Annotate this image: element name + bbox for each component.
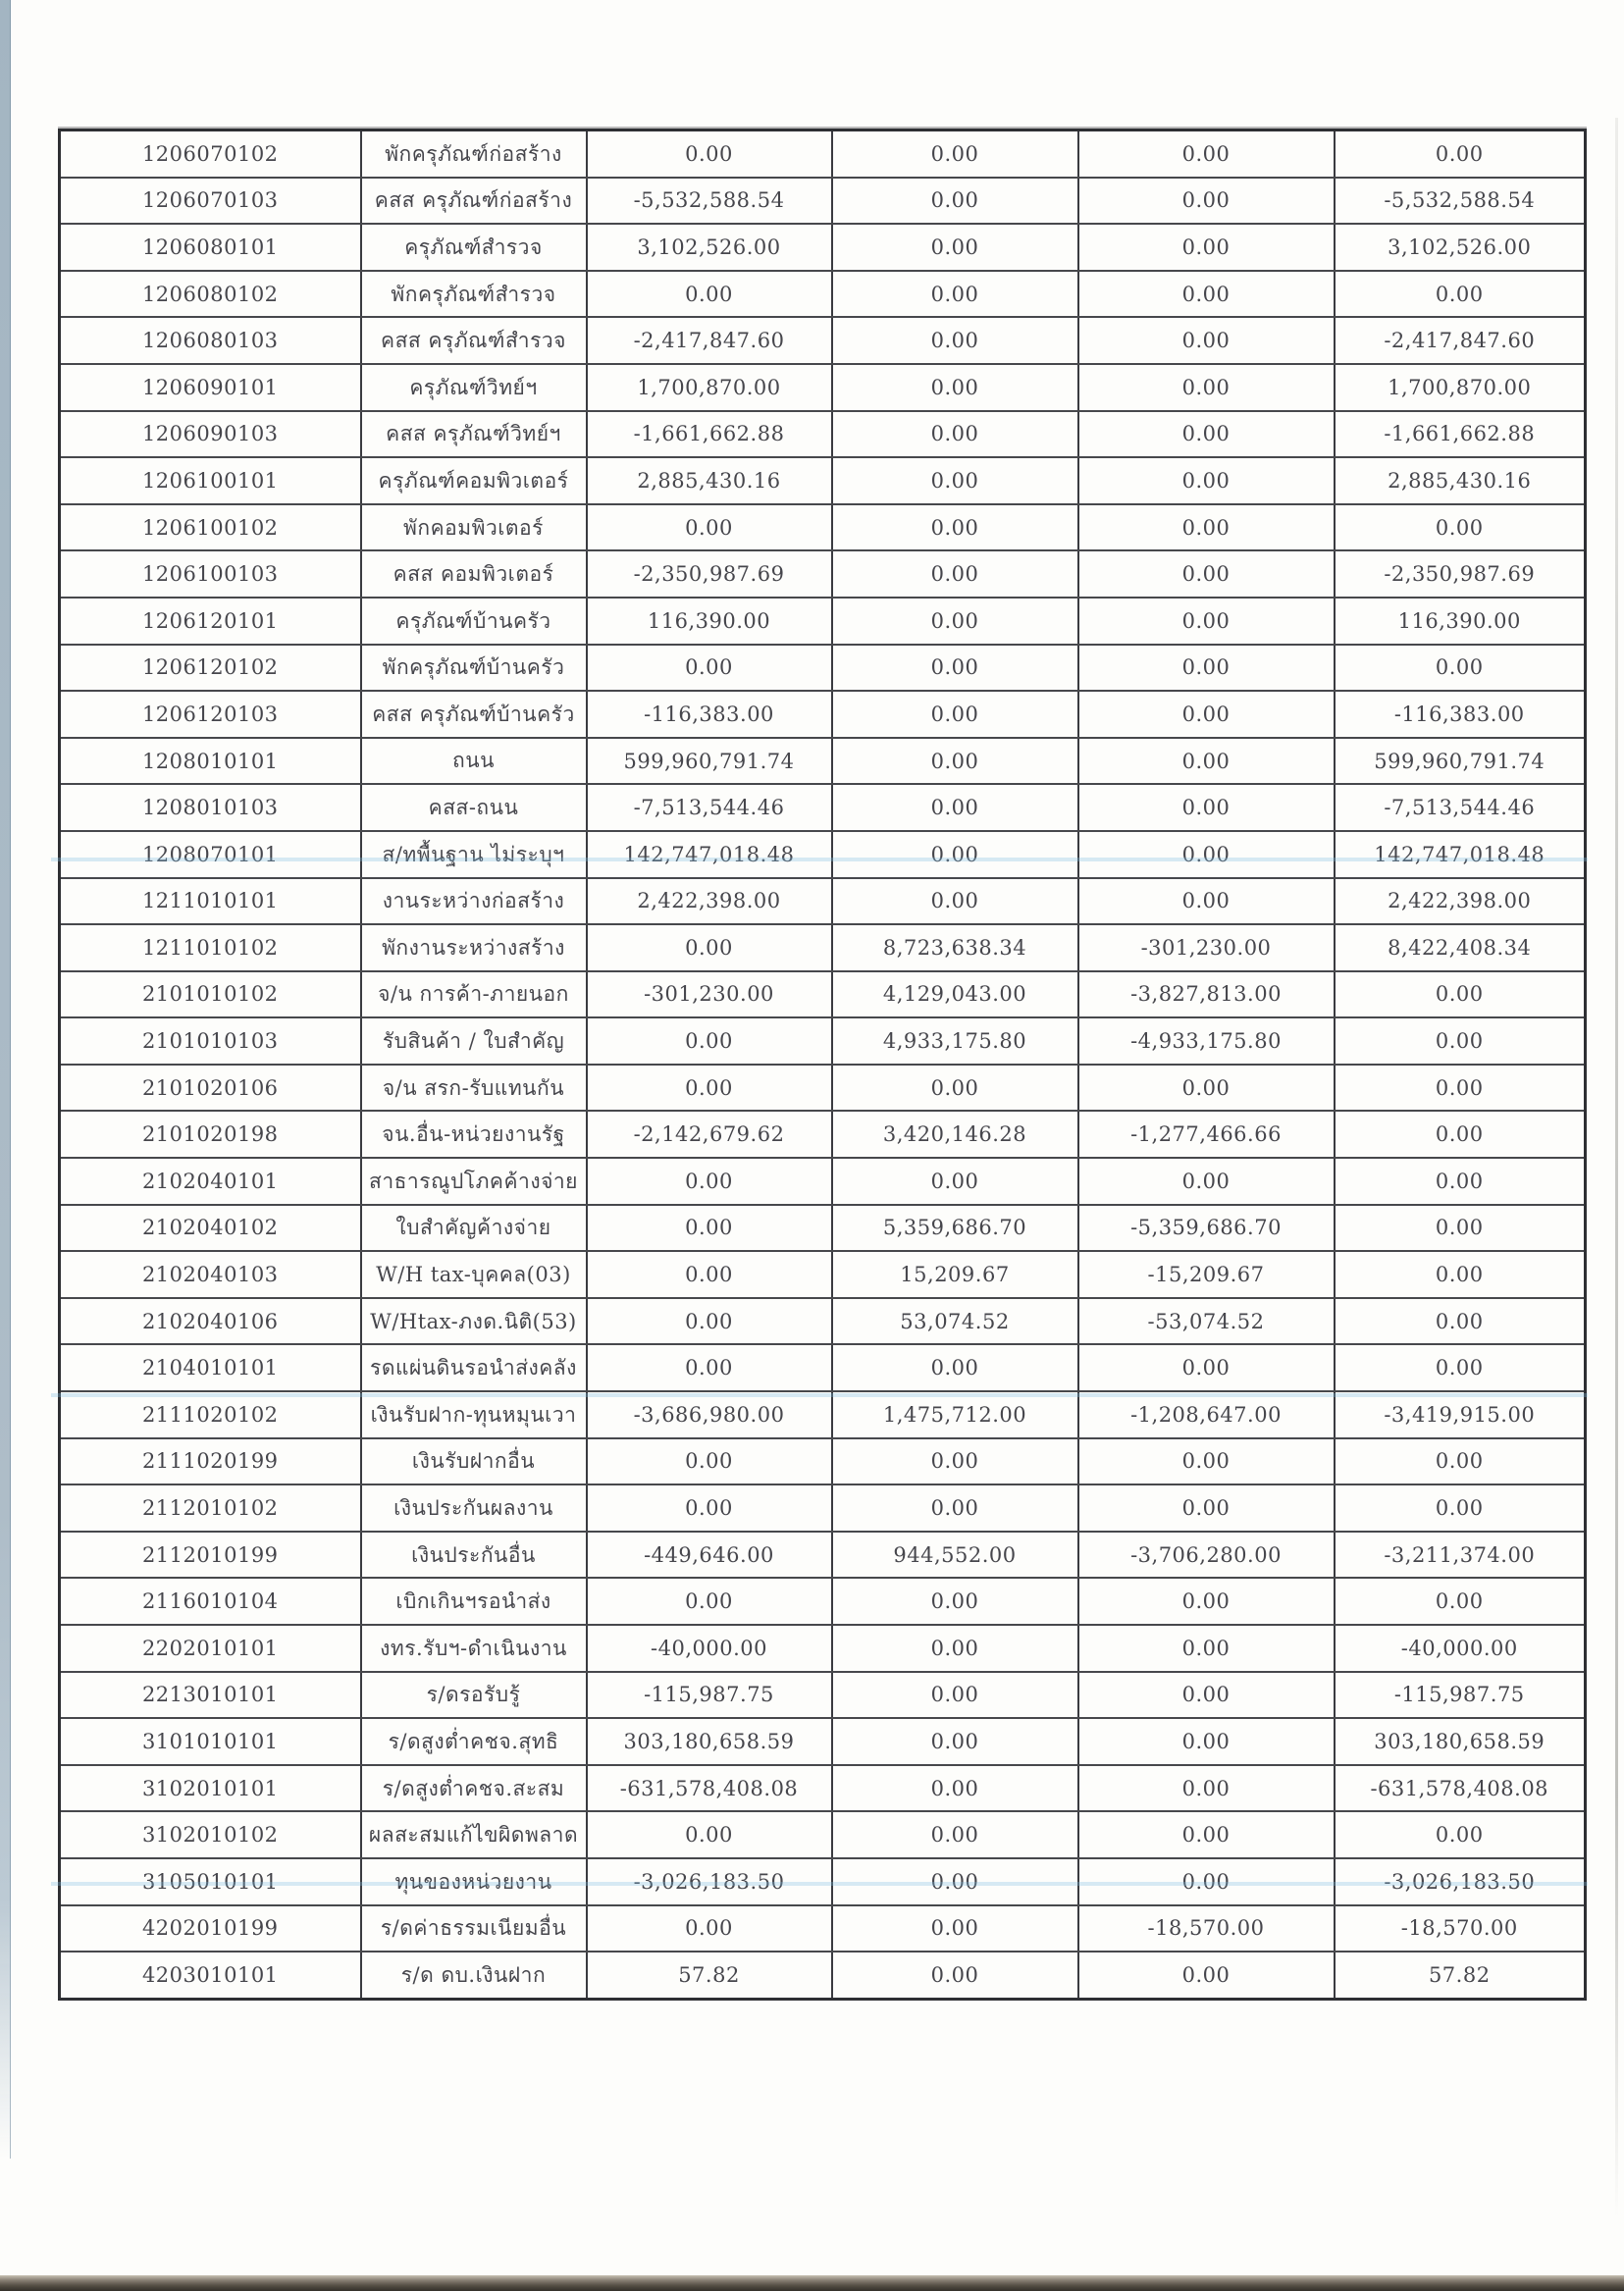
- amount-cell: -301,230.00: [587, 971, 832, 1018]
- amount-cell: -631,578,408.08: [1335, 1765, 1586, 1812]
- amount-cell: 0.00: [587, 1484, 832, 1532]
- amount-cell: 57.82: [1335, 1952, 1586, 1999]
- amount-cell: -18,570.00: [1078, 1905, 1335, 1953]
- account-code-cell: 3102010101: [60, 1765, 361, 1812]
- amount-cell: 0.00: [1078, 1438, 1335, 1485]
- amount-cell: 0.00: [1335, 1251, 1586, 1298]
- amount-cell: 0.00: [1078, 878, 1335, 925]
- account-name-cell: ใบสำคัญค้างจ่าย: [361, 1205, 587, 1252]
- table-row: [60, 457, 1586, 504]
- table-row: [60, 878, 1586, 925]
- table-row: [60, 1672, 1586, 1719]
- account-code-cell: 2111020102: [60, 1391, 361, 1438]
- amount-cell: 0.00: [832, 1718, 1078, 1765]
- table-row: [60, 924, 1586, 971]
- amount-cell: 0.00: [832, 1344, 1078, 1391]
- account-name-cell: ร/ดสูงต่ำคชจ.สะสม: [361, 1765, 587, 1812]
- account-code-cell: 1206120102: [60, 645, 361, 692]
- amount-cell: 0.00: [587, 1065, 832, 1112]
- table-row: [60, 1765, 1586, 1812]
- amount-cell: 0.00: [1078, 1158, 1335, 1205]
- table-row: [60, 130, 1586, 178]
- amount-cell: 142,747,018.48: [587, 831, 832, 878]
- amount-cell: 5,359,686.70: [832, 1205, 1078, 1252]
- amount-cell: 0.00: [1335, 130, 1586, 178]
- account-code-cell: 2101020106: [60, 1065, 361, 1112]
- amount-cell: 0.00: [587, 1811, 832, 1858]
- account-code-cell: 1208070101: [60, 831, 361, 878]
- account-code-cell: 1211010101: [60, 878, 361, 925]
- amount-cell: 0.00: [832, 457, 1078, 504]
- table-row: [60, 317, 1586, 364]
- table-row: [60, 1065, 1586, 1112]
- amount-cell: 0.00: [1078, 271, 1335, 318]
- amount-cell: 2,422,398.00: [587, 878, 832, 925]
- amount-cell: 3,102,526.00: [1335, 224, 1586, 271]
- table-row: [60, 411, 1586, 458]
- account-code-cell: 1206090101: [60, 364, 361, 411]
- table-row: [60, 1111, 1586, 1158]
- account-code-cell: 2104010101: [60, 1344, 361, 1391]
- amount-cell: 0.00: [832, 1158, 1078, 1205]
- amount-cell: 0.00: [1335, 1017, 1586, 1065]
- amount-cell: 0.00: [832, 878, 1078, 925]
- table-row: [60, 550, 1586, 598]
- amount-cell: 0.00: [1335, 1111, 1586, 1158]
- amount-cell: 0.00: [832, 271, 1078, 318]
- account-code-cell: 3105010101: [60, 1858, 361, 1905]
- table-row: [60, 271, 1586, 318]
- account-name-cell: จ/น สรก-รับแทนกัน: [361, 1065, 587, 1112]
- amount-cell: -116,383.00: [587, 691, 832, 738]
- amount-cell: 1,700,870.00: [1335, 364, 1586, 411]
- account-name-cell: พักครุภัณฑ์บ้านครัว: [361, 645, 587, 692]
- amount-cell: -2,417,847.60: [587, 317, 832, 364]
- amount-cell: 1,700,870.00: [587, 364, 832, 411]
- account-code-cell: 3101010101: [60, 1718, 361, 1765]
- amount-cell: 0.00: [587, 130, 832, 178]
- table-row: [60, 1298, 1586, 1345]
- amount-cell: -5,532,588.54: [587, 178, 832, 225]
- amount-cell: 0.00: [1078, 224, 1335, 271]
- amount-cell: 0.00: [587, 1205, 832, 1252]
- trial-balance-table: [58, 129, 1587, 2001]
- amount-cell: 0.00: [1335, 271, 1586, 318]
- amount-cell: -3,026,183.50: [1335, 1858, 1586, 1905]
- account-name-cell: รดแผ่นดินรอนำส่งคลัง: [361, 1344, 587, 1391]
- amount-cell: 0.00: [832, 1811, 1078, 1858]
- account-code-cell: 2116010104: [60, 1578, 361, 1625]
- amount-cell: 0.00: [1335, 1205, 1586, 1252]
- amount-cell: 0.00: [1078, 1811, 1335, 1858]
- amount-cell: 0.00: [587, 1251, 832, 1298]
- account-name-cell: งทร.รับฯ-ดำเนินงาน: [361, 1625, 587, 1672]
- amount-cell: 599,960,791.74: [1335, 738, 1586, 785]
- amount-cell: -53,074.52: [1078, 1298, 1335, 1345]
- amount-cell: -7,513,544.46: [1335, 784, 1586, 831]
- amount-cell: 0.00: [587, 1905, 832, 1953]
- amount-cell: 2,885,430.16: [1335, 457, 1586, 504]
- amount-cell: 0.00: [1078, 1065, 1335, 1112]
- amount-cell: 0.00: [1335, 1484, 1586, 1532]
- account-name-cell: พักงานระหว่างสร้าง: [361, 924, 587, 971]
- account-code-cell: 4203010101: [60, 1952, 361, 1999]
- amount-cell: 0.00: [832, 1438, 1078, 1485]
- account-code-cell: 1211010102: [60, 924, 361, 971]
- amount-cell: 0.00: [1078, 1344, 1335, 1391]
- amount-cell: 3,420,146.28: [832, 1111, 1078, 1158]
- table-body: [60, 130, 1586, 2000]
- amount-cell: 4,933,175.80: [832, 1017, 1078, 1065]
- amount-cell: 0.00: [1078, 364, 1335, 411]
- amount-cell: 0.00: [1078, 550, 1335, 598]
- account-name-cell: สาธารณูปโภคค้างจ่าย: [361, 1158, 587, 1205]
- amount-cell: -115,987.75: [587, 1672, 832, 1719]
- account-code-cell: 2101010103: [60, 1017, 361, 1065]
- amount-cell: 0.00: [587, 1578, 832, 1625]
- account-name-cell: ส/ทพื้นฐาน ไม่ระบุฯ: [361, 831, 587, 878]
- amount-cell: 0.00: [1078, 738, 1335, 785]
- amount-cell: 0.00: [1078, 1718, 1335, 1765]
- amount-cell: 0.00: [832, 411, 1078, 458]
- account-code-cell: 2101020198: [60, 1111, 361, 1158]
- amount-cell: 0.00: [1078, 784, 1335, 831]
- amount-cell: 0.00: [832, 784, 1078, 831]
- table-row: [60, 1905, 1586, 1953]
- account-code-cell: 2102040101: [60, 1158, 361, 1205]
- account-code-cell: 1206120103: [60, 691, 361, 738]
- account-code-cell: 1206070102: [60, 130, 361, 178]
- amount-cell: 0.00: [1078, 1578, 1335, 1625]
- table-row: [60, 178, 1586, 225]
- amount-cell: 0.00: [1078, 831, 1335, 878]
- amount-cell: 0.00: [1078, 1625, 1335, 1672]
- account-name-cell: พักคอมพิวเตอร์: [361, 504, 587, 551]
- amount-cell: -1,661,662.88: [587, 411, 832, 458]
- account-code-cell: 1206080102: [60, 271, 361, 318]
- amount-cell: 0.00: [1335, 1298, 1586, 1345]
- amount-cell: -2,142,679.62: [587, 1111, 832, 1158]
- amount-cell: 0.00: [1078, 130, 1335, 178]
- table-row: [60, 1625, 1586, 1672]
- amount-cell: 116,390.00: [1335, 598, 1586, 645]
- account-name-cell: เงินประกันผลงาน: [361, 1484, 587, 1532]
- account-code-cell: 1206080103: [60, 317, 361, 364]
- amount-cell: -4,933,175.80: [1078, 1017, 1335, 1065]
- amount-cell: -301,230.00: [1078, 924, 1335, 971]
- account-code-cell: 1206070103: [60, 178, 361, 225]
- amount-cell: 0.00: [1078, 1858, 1335, 1905]
- account-code-cell: 2213010101: [60, 1672, 361, 1719]
- amount-cell: -40,000.00: [1335, 1625, 1586, 1672]
- amount-cell: 303,180,658.59: [1335, 1718, 1586, 1765]
- amount-cell: 0.00: [587, 1438, 832, 1485]
- table-row: [60, 1017, 1586, 1065]
- amount-cell: 0.00: [1335, 504, 1586, 551]
- amount-cell: 0.00: [1078, 645, 1335, 692]
- account-name-cell: รับสินค้า / ใบสำคัญ: [361, 1017, 587, 1065]
- table-row: [60, 1532, 1586, 1579]
- amount-cell: 0.00: [1078, 1672, 1335, 1719]
- amount-cell: 0.00: [1335, 1158, 1586, 1205]
- amount-cell: -3,026,183.50: [587, 1858, 832, 1905]
- account-name-cell: ร/ดรอรับรู้: [361, 1672, 587, 1719]
- amount-cell: 0.00: [832, 504, 1078, 551]
- account-name-cell: ร/ด ดบ.เงินฝาก: [361, 1952, 587, 1999]
- amount-cell: -40,000.00: [587, 1625, 832, 1672]
- amount-cell: -5,532,588.54: [1335, 178, 1586, 225]
- amount-cell: 303,180,658.59: [587, 1718, 832, 1765]
- amount-cell: 2,422,398.00: [1335, 878, 1586, 925]
- account-name-cell: เบิกเกินฯรอนำส่ง: [361, 1578, 587, 1625]
- table-row: [60, 1578, 1586, 1625]
- amount-cell: 944,552.00: [832, 1532, 1078, 1579]
- account-name-cell: คสส-ถนน: [361, 784, 587, 831]
- amount-cell: -5,359,686.70: [1078, 1205, 1335, 1252]
- account-name-cell: เงินรับฝากอื่น: [361, 1438, 587, 1485]
- account-code-cell: 1208010103: [60, 784, 361, 831]
- amount-cell: 0.00: [832, 178, 1078, 225]
- amount-cell: 116,390.00: [587, 598, 832, 645]
- amount-cell: 0.00: [587, 1017, 832, 1065]
- account-code-cell: 1208010101: [60, 738, 361, 785]
- amount-cell: 15,209.67: [832, 1251, 1078, 1298]
- account-code-cell: 4202010199: [60, 1905, 361, 1953]
- amount-cell: 0.00: [1078, 1952, 1335, 1999]
- amount-cell: 0.00: [587, 645, 832, 692]
- amount-cell: 0.00: [587, 1158, 832, 1205]
- amount-cell: -2,350,987.69: [587, 550, 832, 598]
- table-row: [60, 504, 1586, 551]
- amount-cell: -2,417,847.60: [1335, 317, 1586, 364]
- table-row: [60, 1251, 1586, 1298]
- amount-cell: 0.00: [1335, 1811, 1586, 1858]
- table-row: [60, 1858, 1586, 1905]
- account-name-cell: คสส ครุภัณฑ์ก่อสร้าง: [361, 178, 587, 225]
- amount-cell: 0.00: [587, 1344, 832, 1391]
- amount-cell: 0.00: [832, 831, 1078, 878]
- amount-cell: -15,209.67: [1078, 1251, 1335, 1298]
- amount-cell: 57.82: [587, 1952, 832, 1999]
- amount-cell: -3,706,280.00: [1078, 1532, 1335, 1579]
- amount-cell: 3,102,526.00: [587, 224, 832, 271]
- amount-cell: 0.00: [1078, 598, 1335, 645]
- amount-cell: 1,475,712.00: [832, 1391, 1078, 1438]
- account-code-cell: 1206080101: [60, 224, 361, 271]
- amount-cell: 0.00: [1335, 1578, 1586, 1625]
- paper-left-edge: [0, 0, 11, 2159]
- amount-cell: 0.00: [832, 1858, 1078, 1905]
- amount-cell: 0.00: [1078, 691, 1335, 738]
- amount-cell: 0.00: [832, 598, 1078, 645]
- amount-cell: -1,208,647.00: [1078, 1391, 1335, 1438]
- amount-cell: 8,422,408.34: [1335, 924, 1586, 971]
- amount-cell: 0.00: [832, 224, 1078, 271]
- amount-cell: 0.00: [832, 645, 1078, 692]
- account-code-cell: 3102010102: [60, 1811, 361, 1858]
- amount-cell: 2,885,430.16: [587, 457, 832, 504]
- amount-cell: 0.00: [832, 738, 1078, 785]
- account-name-cell: พักครุภัณฑ์สำรวจ: [361, 271, 587, 318]
- account-name-cell: จน.อื่น-หน่วยงานรัฐ: [361, 1111, 587, 1158]
- table-row: [60, 364, 1586, 411]
- account-name-cell: คสส ครุภัณฑ์บ้านครัว: [361, 691, 587, 738]
- table-row: [60, 738, 1586, 785]
- account-name-cell: ครุภัณฑ์วิทย์ฯ: [361, 364, 587, 411]
- amount-cell: 0.00: [587, 1298, 832, 1345]
- account-name-cell: ร/ดค่าธรรมเนียมอื่น: [361, 1905, 587, 1953]
- table-row: [60, 224, 1586, 271]
- amount-cell: 0.00: [1078, 411, 1335, 458]
- amount-cell: 0.00: [832, 1905, 1078, 1953]
- amount-cell: 142,747,018.48: [1335, 831, 1586, 878]
- account-code-cell: 1206100101: [60, 457, 361, 504]
- amount-cell: 599,960,791.74: [587, 738, 832, 785]
- amount-cell: -116,383.00: [1335, 691, 1586, 738]
- account-name-cell: ผลสะสมแก้ไขผิดพลาด: [361, 1811, 587, 1858]
- amount-cell: 0.00: [832, 1952, 1078, 1999]
- amount-cell: -1,661,662.88: [1335, 411, 1586, 458]
- table-row: [60, 691, 1586, 738]
- amount-cell: 0.00: [832, 1765, 1078, 1812]
- table-row: [60, 971, 1586, 1018]
- account-name-cell: ถนน: [361, 738, 587, 785]
- amount-cell: 0.00: [587, 271, 832, 318]
- table-row: [60, 1484, 1586, 1532]
- paper-right-edge-shadow: [1615, 118, 1618, 2217]
- table-row: [60, 831, 1586, 878]
- account-name-cell: ครุภัณฑ์บ้านครัว: [361, 598, 587, 645]
- account-code-cell: 2102040102: [60, 1205, 361, 1252]
- account-name-cell: ครุภัณฑ์สำรวจ: [361, 224, 587, 271]
- amount-cell: -3,686,980.00: [587, 1391, 832, 1438]
- amount-cell: 8,723,638.34: [832, 924, 1078, 971]
- amount-cell: -449,646.00: [587, 1532, 832, 1579]
- account-name-cell: ร/ดสูงต่ำคชจ.สุทธิ: [361, 1718, 587, 1765]
- account-name-cell: ครุภัณฑ์คอมพิวเตอร์: [361, 457, 587, 504]
- table-row: [60, 645, 1586, 692]
- amount-cell: -1,277,466.66: [1078, 1111, 1335, 1158]
- amount-cell: 0.00: [1335, 971, 1586, 1018]
- table-row: [60, 1205, 1586, 1252]
- table-row: [60, 1344, 1586, 1391]
- account-name-cell: W/H tax-บุคคล(03): [361, 1251, 587, 1298]
- table-row: [60, 1438, 1586, 1485]
- account-name-cell: ทุนของหน่วยงาน: [361, 1858, 587, 1905]
- amount-cell: 0.00: [1078, 1765, 1335, 1812]
- amount-cell: -3,211,374.00: [1335, 1532, 1586, 1579]
- amount-cell: 0.00: [832, 317, 1078, 364]
- amount-cell: 0.00: [832, 691, 1078, 738]
- amount-cell: 0.00: [587, 504, 832, 551]
- account-code-cell: 2111020199: [60, 1438, 361, 1485]
- amount-cell: 0.00: [832, 1672, 1078, 1719]
- account-code-cell: 2102040103: [60, 1251, 361, 1298]
- account-code-cell: 1206120101: [60, 598, 361, 645]
- amount-cell: -631,578,408.08: [587, 1765, 832, 1812]
- table-row: [60, 1952, 1586, 1999]
- amount-cell: 0.00: [1078, 1484, 1335, 1532]
- amount-cell: -3,827,813.00: [1078, 971, 1335, 1018]
- amount-cell: 0.00: [832, 364, 1078, 411]
- amount-cell: 0.00: [1335, 645, 1586, 692]
- amount-cell: 0.00: [832, 130, 1078, 178]
- account-name-cell: คสส ครุภัณฑ์สำรวจ: [361, 317, 587, 364]
- account-name-cell: งานระหว่างก่อสร้าง: [361, 878, 587, 925]
- amount-cell: 0.00: [832, 1578, 1078, 1625]
- table-row: [60, 1718, 1586, 1765]
- account-code-cell: 1206100102: [60, 504, 361, 551]
- amount-cell: 0.00: [1078, 504, 1335, 551]
- account-name-cell: เงินรับฝาก-ทุนหมุนเวา: [361, 1391, 587, 1438]
- account-name-cell: คสส ครุภัณฑ์วิทย์ฯ: [361, 411, 587, 458]
- amount-cell: 0.00: [832, 1484, 1078, 1532]
- account-code-cell: 2202010101: [60, 1625, 361, 1672]
- account-code-cell: 2112010199: [60, 1532, 361, 1579]
- amount-cell: 0.00: [587, 924, 832, 971]
- account-name-cell: เงินประกันอื่น: [361, 1532, 587, 1579]
- amount-cell: 0.00: [1078, 317, 1335, 364]
- amount-cell: 0.00: [1335, 1065, 1586, 1112]
- amount-cell: -7,513,544.46: [587, 784, 832, 831]
- table-row: [60, 1811, 1586, 1858]
- amount-cell: -3,419,915.00: [1335, 1391, 1586, 1438]
- amount-cell: 4,129,043.00: [832, 971, 1078, 1018]
- account-name-cell: จ/น การค้า-ภายนอก: [361, 971, 587, 1018]
- amount-cell: 0.00: [1335, 1344, 1586, 1391]
- amount-cell: 0.00: [832, 550, 1078, 598]
- table-row: [60, 1391, 1586, 1438]
- amount-cell: 0.00: [1335, 1438, 1586, 1485]
- table-row: [60, 1158, 1586, 1205]
- account-code-cell: 2102040106: [60, 1298, 361, 1345]
- account-code-cell: 2112010102: [60, 1484, 361, 1532]
- amount-cell: -18,570.00: [1335, 1905, 1586, 1953]
- table-row: [60, 784, 1586, 831]
- amount-cell: -2,350,987.69: [1335, 550, 1586, 598]
- amount-cell: 0.00: [1078, 178, 1335, 225]
- amount-cell: 53,074.52: [832, 1298, 1078, 1345]
- scanner-bottom-bar: [0, 2275, 1624, 2291]
- account-code-cell: 1206100103: [60, 550, 361, 598]
- account-name-cell: W/Htax-ภงด.นิติ(53): [361, 1298, 587, 1345]
- table-row: [60, 598, 1586, 645]
- amount-cell: 0.00: [832, 1625, 1078, 1672]
- amount-cell: 0.00: [832, 1065, 1078, 1112]
- account-name-cell: คสส คอมพิวเตอร์: [361, 550, 587, 598]
- account-name-cell: พักครุภัณฑ์ก่อสร้าง: [361, 130, 587, 178]
- account-code-cell: 1206090103: [60, 411, 361, 458]
- account-code-cell: 2101010102: [60, 971, 361, 1018]
- amount-cell: 0.00: [1078, 457, 1335, 504]
- amount-cell: -115,987.75: [1335, 1672, 1586, 1719]
